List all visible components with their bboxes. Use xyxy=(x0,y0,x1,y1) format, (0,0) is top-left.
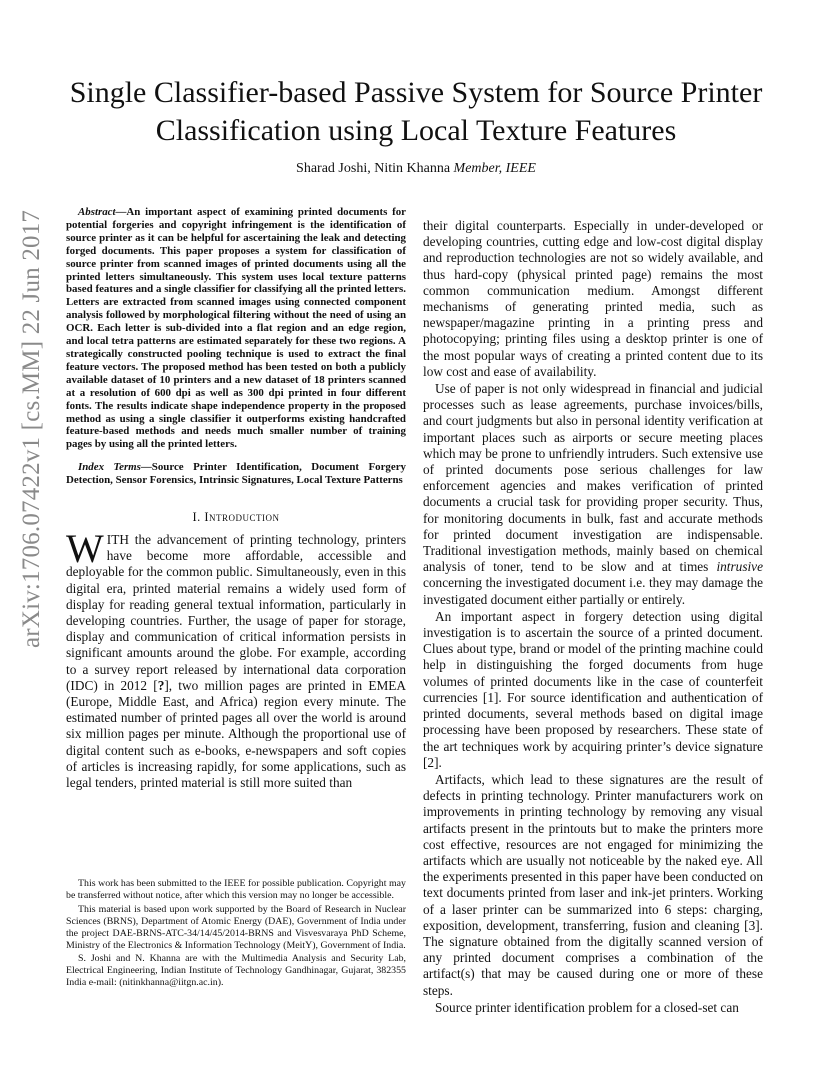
section-heading-introduction: I. Introduction xyxy=(192,510,280,525)
abstract-text: —An important aspect of examining printed documents for potential forgeries and copyright infringement is the identification of source printer as it can be helpful for ascertaining the leak and detecting forged documents. This paper proposes a system for classification of source printer from scanned images of printed documents using all the printed letters simultaneously. This system uses local texture patterns based features and a single classifier for classifying all the printed letters. Letters are extracted from scanned images using connected component analysis followed by morphological filtering without the need of using an OCR. Each letter is sub-divided into a flat region and an edge region, and local tetra patterns are estimated separately for these two regions. A strategically constructed pooling technique is used to extract the final feature vectors. The proposed method has been tested on both a publicly available dataset of 10 printers and a new dataset of 18 printers scanned at a resolution of 600 dpi as well as 300 dpi printed in four different fonts. The results indicate shape independence property in the proposed method as using a single classifier it outperforms existing handcrafted feature-based methods and needs much smaller number of training pages by using all the printed letters. xyxy=(66,206,406,451)
index-terms-text: —Source Printer Identification, Document Forgery Detection, Sensor Forensics, Intrinsic Signatures, Local Texture Patterns xyxy=(66,461,406,487)
paper-title: Single Classifier-based Passive System for Source Printer Classification using Local Texture Features xyxy=(69,76,763,147)
right-paragraph-5: Source printer identification problem for a closed-set can xyxy=(435,999,739,1015)
right-paragraph-4: Artifacts, which lead to these signatures are the result of defects in printing technology. Printer manufacturers work on improvements in printing technology by removing any visual artifacts present in the printouts but to make the printers more cost effective, resources are not engaged for minimizing the artifacts which are usually not noticeable by the naked eye. All the experiments presented in this paper have been conducted on text documents printed from laser and ink-jet printers. Working of a laser printer can be summarized into 6 steps: charging, exposition, development, transferring, fusion and cleaning [3]. The signature obtained from the digitally scanned version of any printed document comprises a combination of the artifact(s) that may be caused during one or more of these steps. xyxy=(423,771,763,998)
drop-cap: W xyxy=(66,526,104,572)
intro-text-b: ], two million pages are printed in EMEA (Europe, Middle East, and Africa) region every minute. The estimated number of printed pages all over the world is around six million pages per minute. Although the proportional use of digital content such as e-books, e-newspapers and soft copies of articles is increasing rapidly, for some applications, such as legal tenders, printed material is still more suited than xyxy=(66,677,406,791)
left-column xyxy=(66,206,406,791)
footnote-ieee: This work has been submitted to the IEEE for possible publication. Copyright may be transferred without notice, after which this version may no longer be accessible. xyxy=(66,878,406,901)
right-column xyxy=(423,218,763,1017)
intro-text-a: ITH the advancement of printing technology, printers have become more affordable, accessible and deployable for the common public. Simultaneously, even in this digital era, printed material remains a widely used form of display for reading general textual information, particularly in developing countries. Further, the usage of paper for storage, display and communication of critical information persists in significant amounts around the globe. For example, according to a survey report released by international data corporation (IDC) in 2012 [ xyxy=(66,532,406,693)
author-names: Sharad Joshi, Nitin Khanna xyxy=(296,161,451,176)
right-paragraph-3: An important aspect in forgery detection using digital investigation is to ascertain the source of a printed document. Clues about type, brand or model of the printing machine could help in distinguishing the forged documents from huge volumes of printed documents like in the case of counterfeit currencies [1]. For source identification and authentication of printed documents, several methods based on digital image processing have been proposed by researchers. These state of the art techniques work by acquiring printer’s device signature [2]. xyxy=(423,608,763,770)
arxiv-stamp: arXiv:1706.07422v1 [cs.MM] 22 Jun 2017 xyxy=(18,209,45,648)
right-paragraph-2-italic: intrusive xyxy=(716,559,763,575)
right-paragraph-1: their digital counterparts. Especially in under-developed or developing countries, cutting edge and low-cost digital display and reproduction technologies are not so widely available, and thus hard-copy (physical printed page) remains the most common communication medium. Amongst different mechanisms of generating printed media, such as newspaper/magazine printing in a printing press and photocopying; printing files using a desktop printer is one of the most popular ways of creating a printed content due to its low cost and ease of availability. xyxy=(423,218,763,379)
index-terms xyxy=(66,461,406,487)
right-paragraph-2 xyxy=(423,381,763,608)
footnotes xyxy=(66,878,406,991)
right-paragraph-2-a: Use of paper is not only widespread in financial and judicial processes such as lease agreements, purchase invoices/bills, and court judgments but also in personal identity verification at important places such as airports or secure meeting places which may be prone to unfriendly intruders. Such extensive use of printed documents pose serious challenges for law enforcement agencies and makes verification of printed documents a crucial task for providing proper security. Thus, for monitoring documents in bulk, fast and accurate methods for printed document investigation are indispensable. Traditional investigation methods, mainly based on chemical analysis of toner, tend to be slow and at times xyxy=(423,381,763,575)
right-paragraph-2-b: concerning the investigated document i.e. they may damage the investigated document either partially or entirely. xyxy=(423,575,763,607)
citation-placeholder: ? xyxy=(157,677,165,693)
intro-paragraph xyxy=(66,526,406,791)
abstract-label: Abstract xyxy=(78,206,116,218)
index-terms-label: Index Terms xyxy=(78,461,141,474)
author-membership: Member, IEEE xyxy=(453,161,536,176)
author-line xyxy=(66,160,766,178)
footnote-affiliation: S. Joshi and N. Khanna are with the Multimedia Analysis and Security Lab, Electrical Engineering, Indian Institute of Technology Gandhinagar, Gujarat, 382355 India e-mail: (nitinkhanna@iitgn.ac.in). xyxy=(66,953,406,989)
footnote-funding: This material is based upon work supported by the Board of Research in Nuclear Sciences (BRNS), Department of Atomic Energy (DAE), Government of India under the project DAE-BRNS-ATC-34/14/45/2014-BRNS and Visvesvaraya PhD Scheme, Ministry of the Electronics & Information Technology (MeitY), Government of India. xyxy=(66,903,406,951)
abstract xyxy=(66,206,406,451)
